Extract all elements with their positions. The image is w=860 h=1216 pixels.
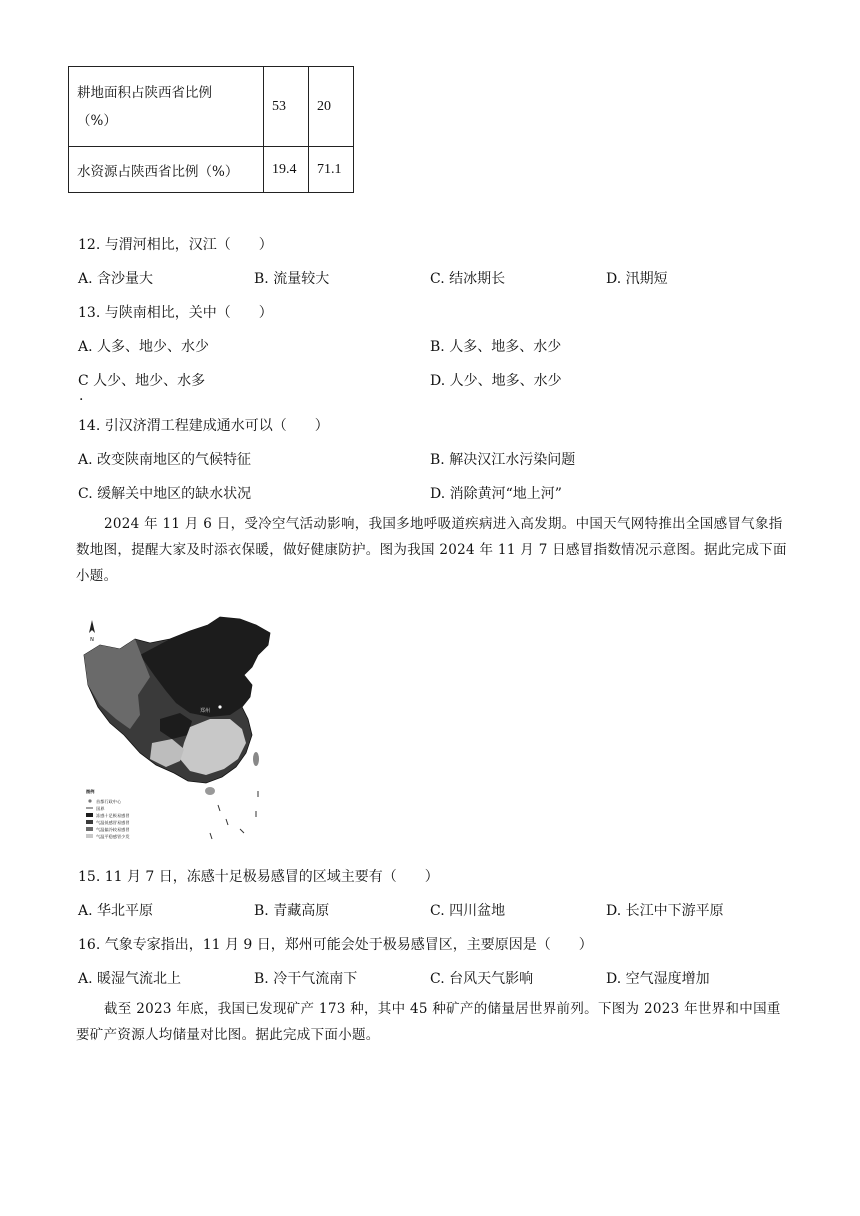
legend-item-5: 气温偏冷较易感冒 [96, 827, 130, 832]
legend-item-2: 国界 [96, 806, 105, 811]
question-13-option-a[interactable]: A. 人多、地少、水少 [78, 339, 210, 355]
question-12-stem: 12. 与渭河相比，汉江（ ） [78, 237, 273, 253]
cold-index-map [80, 615, 280, 855]
legend-item-6: 气温平稳感冒少发 [96, 834, 130, 839]
legend-swatch-light [86, 834, 93, 838]
legend-swatch-dark [86, 820, 93, 824]
sea-boundary-dashes [210, 791, 258, 839]
question-15-stem: 15. 11 月 7 日，冻感十足极易感冒的区域主要有（ ） [78, 869, 439, 885]
question-15-option-a[interactable]: A. 华北平原 [78, 903, 154, 919]
question-15-option-d[interactable]: D. 长江中下游平原 [606, 903, 724, 919]
question-14-stem: 14. 引汉济渭工程建成通水可以（ ） [78, 418, 329, 434]
intro-paragraph-2 [76, 996, 788, 1048]
table-cell-value: 20 [309, 67, 354, 147]
taiwan-shape [253, 752, 259, 766]
table-cell-label [69, 67, 264, 147]
legend-capital-icon [88, 799, 91, 802]
question-13-option-c[interactable]: C 人少、地少、水多 [78, 373, 206, 389]
intro-paragraph-1 [76, 511, 788, 589]
table-row [69, 147, 354, 193]
question-12-option-b[interactable]: B. 流量较大 [254, 271, 330, 287]
question-16-option-b[interactable]: B. 冷干气流南下 [254, 971, 358, 987]
map-legend [86, 788, 130, 840]
question-15-option-c[interactable]: C. 四川盆地 [430, 903, 506, 919]
table-cell-value: 53 [264, 67, 309, 147]
table-cell-label: 水资源占陕西省比例（%） [69, 147, 264, 193]
legend-item-4: 气温低感冒易感冒 [96, 820, 130, 825]
legend-title: 图例 [86, 789, 95, 794]
question-16-stem: 16. 气象专家指出，11 月 9 日，郑州可能会处于极易感冒区，主要原因是（ ） [78, 937, 593, 953]
city-marker-icon [218, 705, 221, 708]
legend-swatch-darkest [86, 813, 93, 817]
stray-dot: · [79, 392, 84, 408]
data-table [68, 66, 354, 193]
question-14-option-b[interactable]: B. 解决汉江水污染问题 [430, 452, 576, 468]
legend-item-1: 首都行政中心 [96, 799, 122, 804]
question-16-option-a[interactable]: A. 暖湿气流北上 [78, 971, 182, 987]
table-row [69, 67, 354, 147]
question-15-option-b[interactable]: B. 青藏高原 [254, 903, 330, 919]
north-arrow-icon [89, 620, 95, 643]
question-16-option-d[interactable]: D. 空气湿度增加 [606, 971, 710, 987]
legend-item-3: 冻感十足极易感冒 [96, 813, 130, 818]
question-16-option-c[interactable]: C. 台风天气影响 [430, 971, 534, 987]
question-13-option-d[interactable]: D. 人少、地多、水少 [430, 373, 562, 389]
row-label-line1: 耕地面积占陕西省比例 [77, 84, 212, 101]
question-13-stem: 13. 与陕南相比，关中（ ） [78, 305, 273, 321]
north-label: N [90, 637, 94, 643]
question-14-option-a[interactable]: A. 改变陕南地区的气候特征 [78, 452, 252, 468]
city-label: 郑州 [200, 708, 211, 714]
question-14-option-d[interactable]: D. 消除黄河“地上河” [430, 486, 562, 502]
question-12-option-a[interactable]: A. 含沙量大 [78, 271, 154, 287]
table-cell-value: 71.1 [309, 147, 354, 193]
legend-swatch-mid [86, 827, 93, 831]
row-label-line2: （%） [77, 112, 117, 129]
intro-paragraph-2-text: 截至 2023 年底，我国已发现矿产 173 种，其中 45 种矿产的储量居世界前列。下图为 2023 年世界和中国重要矿产资源人均储量对比图。据此完成下面小题。 [76, 1001, 781, 1043]
question-13-option-b[interactable]: B. 人多、地多、水少 [430, 339, 562, 355]
table-cell-value: 19.4 [264, 147, 309, 193]
hainan-shape [205, 787, 215, 795]
question-12-option-c[interactable]: C. 结冰期长 [430, 271, 506, 287]
question-12-option-d[interactable]: D. 汛期短 [606, 271, 668, 287]
question-14-option-c[interactable]: C. 缓解关中地区的缺水状况 [78, 486, 252, 502]
intro-paragraph-1-text: 2024 年 11 月 6 日，受冷空气活动影响，我国多地呼吸道疾病进入高发期。中国天气网特推出全国感冒气象指数地图，提醒大家及时添衣保暖，做好健康防护。图为我国 2024 年 11 月 7 日感冒指数情况示意图。据此完成下面小题。 [76, 516, 787, 584]
